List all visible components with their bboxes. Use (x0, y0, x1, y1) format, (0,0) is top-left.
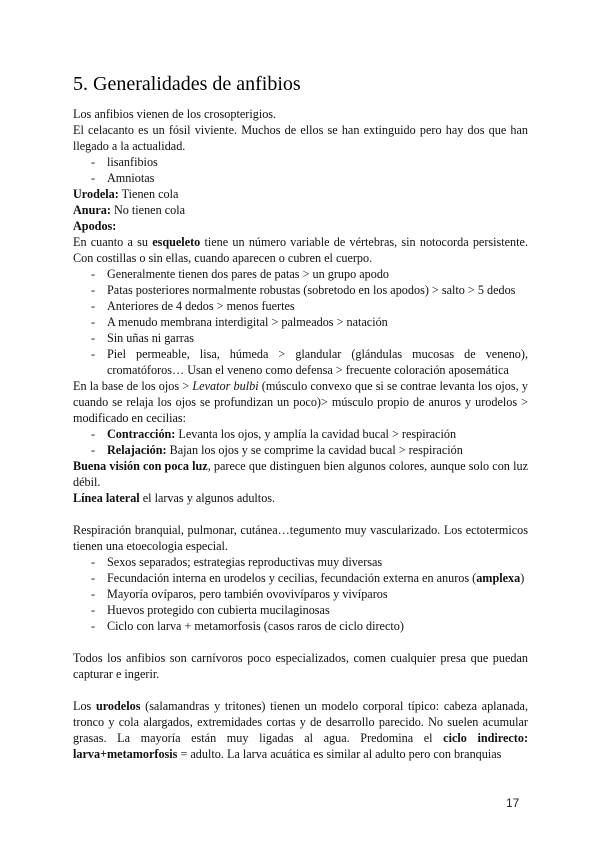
list-item (73, 570, 528, 586)
text-span: Los (73, 699, 96, 713)
paragraph-levator (73, 378, 528, 426)
page-number: 17 (506, 796, 520, 810)
apodos-line (73, 218, 528, 234)
spacer (73, 682, 528, 698)
paragraph-urodelos (73, 698, 528, 762)
list-item: - A menudo membrana interdigital > palmeados > natación (73, 314, 528, 330)
text-span: , parece que distinguen bien algunos colores, aunque solo con luz débil. (73, 459, 528, 489)
urodela-label: Urodela: (73, 187, 119, 201)
paragraph-carnivoros: Todos los anfibios son carnívoros poco especializados, comen cualquier presa que puedan capturar e ingerir. (73, 651, 528, 681)
anura-line (73, 202, 528, 218)
list-item: - Generalmente tienen dos pares de patas > un grupo apodo (73, 266, 528, 282)
document-page (73, 66, 528, 762)
paragraph-linea (73, 490, 528, 506)
text-span: = adulto. La larva acuática es similar al adulto pero con branquias (177, 747, 502, 761)
spacer (73, 506, 528, 522)
paragraph-respiracion: Respiración branquial, pulmonar, cutánea…tegumento muy vascularizado. Los ectotermicos tienen una etoecologia especial. (73, 523, 528, 553)
list-item: - Patas posteriores normalmente robustas (sobretodo en los apodos) > salto > 5 dedos (73, 282, 528, 298)
bold-term: Buena visión con poca luz (73, 459, 208, 473)
list-item (73, 442, 528, 458)
list-item: - Huevos protegido con cubierta mucilaginosas (73, 602, 528, 618)
list-item: - Mayoría ovíparos, pero también ovovivíparos y vivíparos (73, 586, 528, 602)
paragraph-esqueleto (73, 234, 528, 266)
text-span: el larvas y algunos adultos. (139, 491, 276, 505)
text-span: Levanta los ojos, y amplía la cavidad bucal > respiración (175, 427, 457, 441)
urodela-line (73, 186, 528, 202)
apodos-label: Apodos: (73, 219, 117, 233)
bold-term: Línea lateral (73, 491, 140, 505)
bold-term: Contracción: (107, 427, 176, 441)
bold-term: urodelos (95, 699, 141, 713)
paragraph-origin: Los anfibios vienen de los crosopterigios. (73, 107, 277, 121)
list-item: - Anteriores de 4 dedos > menos fuertes (73, 298, 528, 314)
bold-term: Relajación: (107, 443, 167, 457)
list-item: - Piel permeable, lisa, húmeda > glandular (glándulas mucosas de veneno), cromatóforos… Usan el veneno como defensa > frecuente coloración aposemática (73, 346, 528, 378)
italic-term: Levator bulbi (192, 379, 259, 393)
spacer (73, 634, 528, 650)
text-span: En cuanto a su (73, 235, 153, 249)
list-item: - Amniotas (73, 170, 528, 186)
text-span: (músculo convexo que si se contrae levanta los ojos, y cuando se relaja los ojos se profundizan un poco)> músculo propio de anuros y urodelos > modificado en cecilias: (73, 379, 528, 425)
urodela-text: Tienen cola (118, 187, 179, 201)
section-title: 5. Generalidades de anfibios (73, 73, 301, 95)
text-span: En la base de los ojos > (73, 379, 193, 393)
text-span: tiene un número variable de vértebras, sin notocorda persistente. Con costillas o sin ellas, cuando aparecen o cubren el cuerpo. (73, 235, 528, 265)
anura-label: Anura: (73, 203, 111, 217)
text-span: Fecundación interna en urodelos y cecilias, fecundación externa en anuros ( (107, 571, 477, 585)
text-span: (salamandras y tritones) tienen un modelo corporal típico: cabeza aplanada, tronco y cola alargados, extremidades cortas y de desarrollo parecido. No suelen acumular grasas. La mayoría están muy ligadas al agua. Predomina el (73, 699, 529, 745)
paragraph-vision (73, 458, 528, 490)
list-item: - Sin uñas ni garras (73, 330, 528, 346)
list-item: - lisanfibios (73, 154, 528, 170)
muscle-actions-list (73, 426, 528, 458)
features-list (73, 266, 528, 378)
list-item (73, 426, 528, 442)
list-item: - Ciclo con larva + metamorfosis (casos raros de ciclo directo) (73, 618, 528, 634)
anura-text: No tienen cola (110, 203, 186, 217)
bold-term: amplexa (476, 571, 521, 585)
text-span: ) (520, 571, 525, 585)
list-item: - Sexos separados; estrategias reproductivas muy diversas (73, 554, 528, 570)
repro-list (73, 554, 528, 634)
bold-term: ciclo indirecto: larva+metamorfosis (73, 731, 529, 761)
groups-list (73, 154, 528, 186)
bold-term: esqueleto (152, 235, 201, 249)
text-span: Bajan los ojos y se comprime la cavidad bucal > respiración (166, 443, 463, 457)
paragraph-celacanto: El celacanto es un fósil viviente. Muchos de ellos se han extinguido pero hay dos que han llegado a la actualidad. (73, 123, 528, 153)
